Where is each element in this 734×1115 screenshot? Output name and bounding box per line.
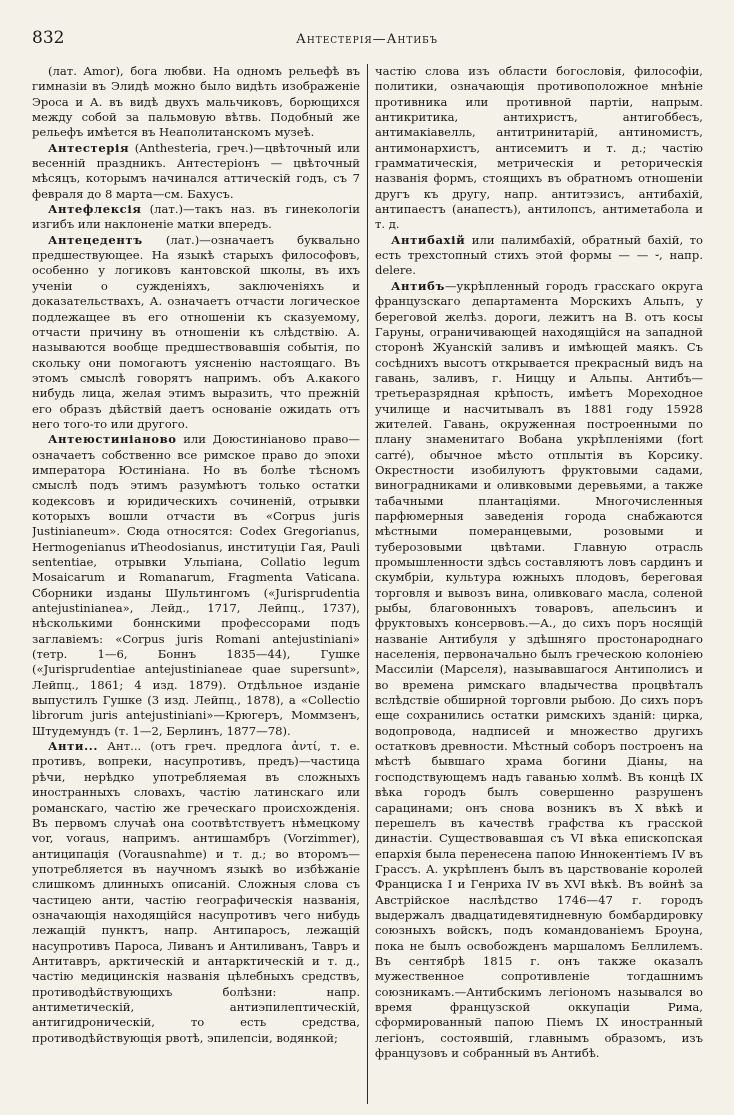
paragraph-text: частію слова изъ области богословія, философіи, политики, означающія противоположное мнѣніе противника или противной партіи, напрым. антикритика, антихристъ, антигоббесъ, антимакіавелль, антитринитарій, антиномистъ, антимонархистъ, антисемитъ и т. д.; частію грамматическія, метрическія и реторическія названія формъ, стоящихъ въ обратномъ отношеніи другъ къ другу, напр. антитэзисъ, антибахій, антипаестъ (анапестъ), антилопсъ, антиметабола и т. д. bbox=[375, 64, 703, 232]
entry bbox=[32, 432, 360, 739]
entry-text: (лат.)—означаетъ буквально предшествующее. На языкѣ старыхъ философовъ, особенно у логиковъ кантовской школы, въ ихъ ученіи о сужденіяхъ, заключеніяхъ и доказательствахъ, А. означаетъ отчасти логическое подлежащее въ его отношеніи къ сказуемому, отчасти причину въ отношеніи къ слѣдствію. А. называются вообще предшествовавшія событія, по скольку они помогаютъ уясненію настоящаго. Въ этомъ смыслѣ говорятъ напримъ. объ А.какого нибудь лица, желая этимъ выразить, что прежній его образъ дѣйствій даетъ основаніе ожидать отъ него того-то или другого. bbox=[32, 232, 360, 431]
running-head: Антестерія—Антибъ bbox=[296, 32, 438, 47]
entry bbox=[32, 233, 360, 432]
entry-headword: Антецедентъ bbox=[48, 232, 143, 247]
paragraph-text: (лат. Amor), бога любви. На одномъ рельефѣ въ гимназіи въ Элидѣ можно было видѣть изображеніе Эроса и А. въ видѣ двухъ мальчиковъ, борющихся между собой за пальмовую вѣтвь. Подобный же рельефъ имѣется въ Неаполитанскомъ музеѣ. bbox=[32, 64, 360, 140]
entry-headword: Анти... bbox=[48, 739, 99, 754]
entry-headword: Антибъ bbox=[391, 278, 445, 293]
entry bbox=[375, 279, 703, 1062]
entry-headword: Антибахій bbox=[391, 232, 466, 247]
entry-text: или Доюстиніаново право—означаетъ собственно все римское право до эпохи императора Юстиніана. Но въ болѣе тѣсномъ смыслѣ подъ этимъ разумѣютъ только остатки кодексовъ и юридическихъ сочиненій, отрывки которыхъ вошли отчасти въ «Corpus juris Justinianeum». Сюда относятся: Codex Gregorianus, Hermogenianus иTheodosianus, институціи Гая, Pauli sententiae, отрывки Ульпіана, Collatio legum Mosaicarum и Romanarum, Fragmenta Vaticana. Сборники изданы Шультингомъ («Jurisprudentia antejustinianea», Лейд., 1717, Лейпц., 1737), нѣсколькими боннскими профессорами подъ заглавіемъ: «Corpus juris Romani antejustiniani» (тетр. 1—6, Боннъ 1835—44), Гушке («Jurisprudentiae antejustinianeae quae supersunt», Лейпц., 1861; 4 изд. 1879). Отдѣльное изданіе выпустилъ Гушке (3 изд. Лейпц., 1878), а «Collectio librorum juris antejustiniani»—Крюгеръ, Моммзенъ, Штудемундъ (т. 1—2, Берлинъ, 1877—78). bbox=[32, 432, 360, 738]
entry bbox=[32, 202, 360, 233]
entry-headword: Антестерія bbox=[48, 140, 130, 155]
entry-text: —укрѣпленный городъ грасскаго округа французскаго департамента Морскихъ Альпъ, у береговой желѣз. дороги, лежитъ на В. отъ косы Гаруны, ограничивающей находящійся на западной сторонѣ Жуанскій заливъ и имѣющей маякъ. Съ сосѣднихъ высотъ открывается прекрасный видъ на гавань, заливъ, г. Ниццу и Альпы. Антибъ—третьеразрядная крѣпость, имѣетъ Мореходное училище и насчитывалъ въ 1881 году 15928 жителей. Гавань, окруженная построенными по плану знаменитаго Вобана укрѣпленіями (fort carré), обычное мѣсто отплытія въ Корсику. Окрестности изобилуютъ фруктовыми садами, виноградниками и оливковыми деревьями, а также табачными плантаціями. Многочисленныя парфюмерныя заведенія города снабжаются мѣстными померанцевыми, розовыми и туберозовыми цвѣтами. Главную отрасль промышленности здѣсь составляютъ ловъ сардинъ и скумбріи, культура южныхъ плодовъ, береговая торговля и вывозъ вина, оливковаго масла, соленой рыбы, благовонныхъ товаровъ, апельсинъ и фруктовыхъ консервовъ.—А., до сихъ поръ носящій названіе Антибуля у здѣшняго простонароднаго населенія, первоначально былъ греческою колоніею Массиліи (Марселя), называвшагося Антиполисъ и во времена римскаго владычества процвѣталъ вслѣдствіе обширной торговли рыбою. До сихъ поръ еще сохранились остатки римскихъ зданій: цирка, водопровода, надписей и множество другихъ остатковъ древности. Мѣстный соборъ построенъ на мѣстѣ бывшаго храма богини Діаны, на господствующемъ надъ гаванью холмѣ. Въ концѣ IX вѣка городъ былъ совершенно разрушенъ сарацинами; онъ снова возникъ въ X вѣкѣ и перешелъ въ качествѣ графства къ грасской династіи. Существовавшая съ VI вѣка епископская епархія была перенесена папою Иннокентіемъ IV въ Грассъ. А. укрѣпленъ былъ въ царствованіе королей Франциска I и Генриха IV въ XVI вѣкѣ. Въ войнѣ за Австрійское наслѣдство 1746—47 г. городъ выдержалъ двадцатидевятидневную бомбардировку союзныхъ войскъ, подъ командованіемъ Броуна, пока не былъ освобожденъ маршаломъ Беллилемъ. Въ сентябрѣ 1815 г. онъ также оказалъ мужественное сопротивленіе тогдашнимъ союзникамъ.—Антибскимъ легіономъ назывался во время французской оккупаціи Рима, сформированный папою Піемъ IX иностранный легіонъ, состоявшій, главнымъ образомъ, изъ французовъ и собранный въ Антибѣ. bbox=[375, 278, 703, 1060]
entry bbox=[32, 739, 360, 1046]
entry-headword: Антефлексія bbox=[48, 202, 142, 217]
left-column bbox=[32, 64, 360, 1104]
entry-text: или палимбахій, обратный бахій, то есть трехстопный стихъ этой формы — — ⏑, напр. delere. bbox=[375, 232, 703, 278]
paragraph bbox=[32, 64, 360, 141]
paragraph bbox=[375, 64, 703, 233]
entry bbox=[32, 141, 360, 202]
page-header bbox=[32, 28, 702, 50]
entry-text: (Anthesteria, греч.)—цвѣточный или весенній праздникъ. Антестеріонъ — цвѣточный мѣсяцъ, которымъ начинался аттическій годъ, съ 7 февраля до 8 марта—см. Бахусъ. bbox=[32, 140, 360, 201]
entry bbox=[375, 233, 703, 279]
right-column bbox=[375, 64, 703, 1104]
column-divider bbox=[367, 64, 368, 1104]
text-columns bbox=[32, 64, 704, 1104]
entry-headword: Антеюстиніаново bbox=[48, 432, 177, 447]
entry-text: Ант... (отъ греч. предлога ἀντί, т. е. противъ, вопреки, насупротивъ, предъ)—частица рѣчи, нерѣдко употребляемая въ сложныхъ иностранныхъ словахъ, частію латинскаго или романскаго, частію же греческаго происхожденія. Въ первомъ случаѣ она соотвѣтствуетъ нѣмецкому vor, voraus, напримъ. антишамбръ (Vorzimmer), антиципація (Vorausnahme) и т. д.; во второмъ—употребляется въ научномъ языкѣ во избѣжаніе слишкомъ длинныхъ описаній. Сложныя слова съ частицею анти, частію географическія названія, означающія находящійся насупротивъ чего нибудь лежащій пунктъ, напр. Антипаросъ, лежащій насупротивъ Пароса, Ливанъ и Антиливанъ, Тавръ и Антитавръ, арктическій и антарктическій и т. д., частію медицинскія названія цѣлебныхъ средствъ, противодѣйствующихъ болѣзни: напр. антиметическій, антиэпилептическій, антигидроническій, то есть средства, противодѣйствующія рвотѣ, эпилепсіи, водянкой; bbox=[32, 739, 360, 1045]
entry-text: (лат.)—такъ наз. въ гинекологіи изгибъ или наклоненіе матки впередъ. bbox=[32, 202, 360, 232]
page-number: 832 bbox=[32, 28, 65, 48]
